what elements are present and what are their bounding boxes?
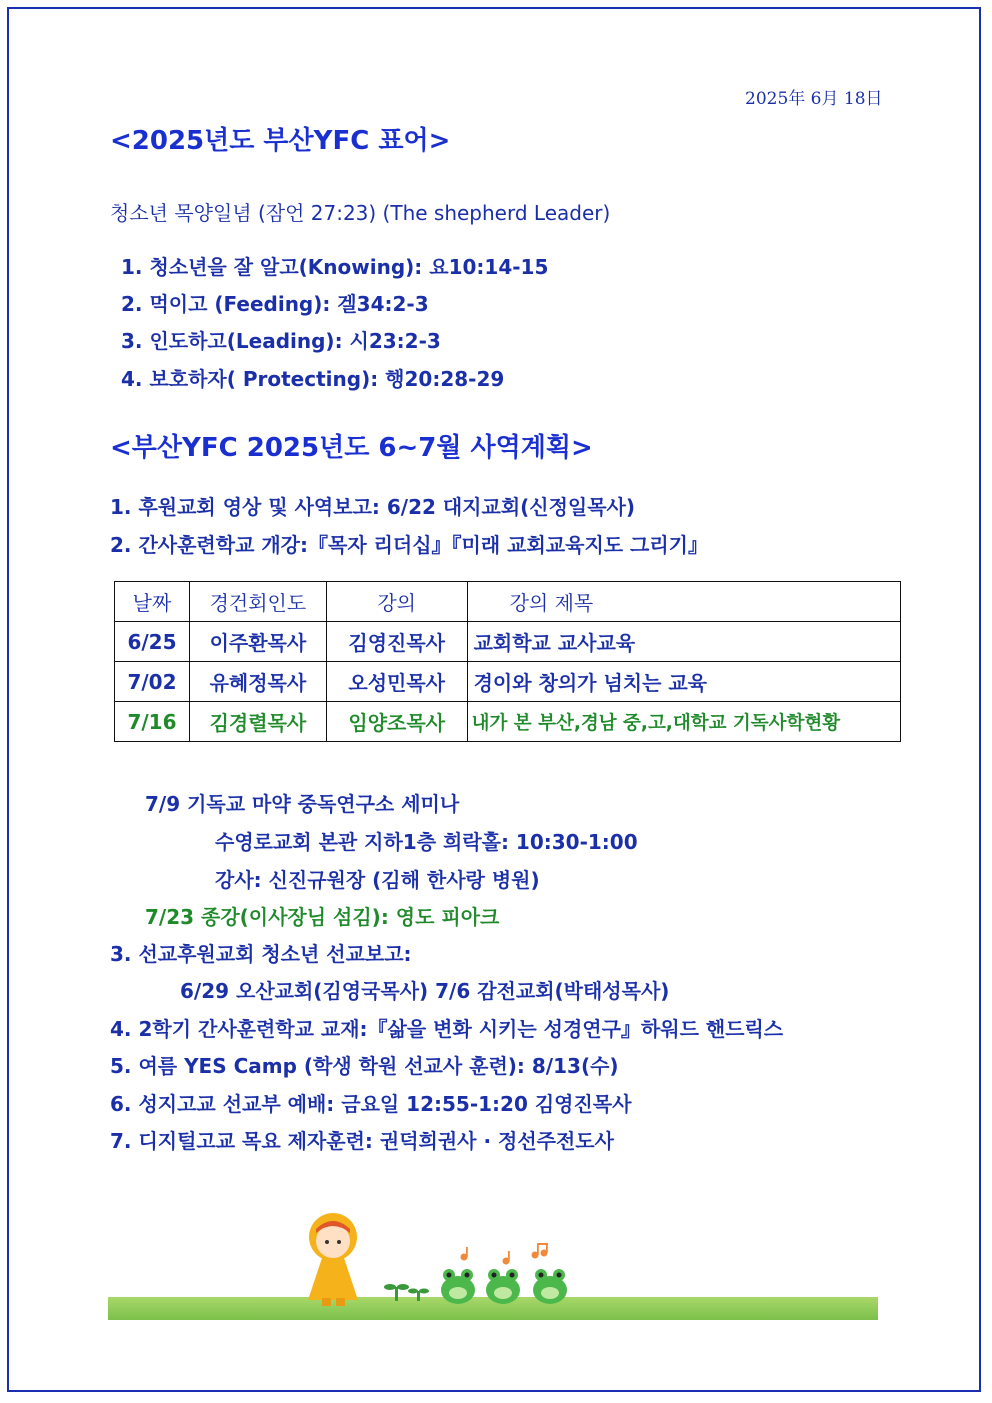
plan-item: 2. 간사훈련학교 개강:『목자 리더십』『미래 교회교육지도 그리기』 (110, 533, 709, 557)
motto-item: 3. 인도하고(Leading): 시23:2-3 (121, 329, 441, 353)
closing-line: 7/23 종강(이사장님 섬김): 영도 피아크 (145, 905, 500, 929)
table-row (115, 622, 901, 662)
table-row (115, 702, 901, 742)
row-title: 경이와 창의가 넘치는 교육 (467, 662, 900, 702)
row-lecturer: 오성민목사 (326, 662, 467, 702)
motto-item: 4. 보호하자( Protecting): 행20:28-29 (121, 367, 505, 391)
plan-item: 6. 성지고교 선교부 예배: 금요일 12:55-1:20 김영진목사 (110, 1092, 632, 1116)
plan-item: 5. 여름 YES Camp (학생 학원 선교사 훈련): 8/13(수) (110, 1054, 619, 1078)
row-date: 7/16 (115, 702, 190, 742)
row-title: 교회학교 교사교육 (467, 622, 900, 662)
row-lecturer: 임양조목사 (326, 702, 467, 742)
row-leader: 김경렬목사 (189, 702, 326, 742)
header-lecture-title: 강의 제목 (467, 582, 900, 622)
motto-item: 2. 먹이고 (Feeding): 겔34:2-3 (121, 292, 429, 316)
row-date: 7/02 (115, 662, 190, 702)
header-worship-leader: 경건회인도 (189, 582, 326, 622)
schedule-table (114, 581, 901, 742)
seminar-line: 7/9 기독교 마약 중독연구소 세미나 (145, 792, 460, 816)
table-row (115, 662, 901, 702)
header-lecture: 강의 (326, 582, 467, 622)
plan-item-detail: 6/29 오산교회(김영국목사) 7/6 감전교회(박태성목사) (180, 979, 670, 1003)
row-date: 6/25 (115, 622, 190, 662)
child-icon (308, 1213, 358, 1306)
table-header-row (115, 582, 901, 622)
row-title: 내가 본 부산,경남 중,고,대학교 기독사학현황 (467, 702, 900, 742)
motto-item: 1. 청소년을 잘 알고(Knowing): 요10:14-15 (121, 255, 549, 279)
row-leader: 이주환목사 (189, 622, 326, 662)
seminar-line: 강사: 신진규원장 (김해 한사랑 병원) (215, 868, 540, 892)
plan-item: 1. 후원교회 영상 및 사역보고: 6/22 대지교회(신정일목사) (110, 495, 636, 519)
document-date: 2025年 6月 18日 (745, 89, 883, 109)
footer-illustration (108, 1205, 880, 1320)
seminar-line: 수영로교회 본관 지하1층 희락홀: 10:30-1:00 (215, 830, 638, 854)
frog-icon (486, 1269, 520, 1304)
frog-icon (441, 1269, 475, 1304)
plan-title: <부산YFC 2025년도 6~7월 사역계획> (110, 433, 593, 463)
music-note-icon (461, 1243, 549, 1265)
plan-item: 3. 선교후원교회 청소년 선교보고: (110, 942, 412, 966)
plan-item: 7. 디지털고교 목요 제자훈련: 권덕희권사 · 정선주전도사 (110, 1129, 614, 1153)
frog-icon (533, 1269, 567, 1304)
motto-subtitle: 청소년 목양일념 (잠언 27:23) (The shepherd Leader) (110, 201, 611, 225)
header-date: 날짜 (115, 582, 190, 622)
row-lecturer: 김영진목사 (326, 622, 467, 662)
row-leader: 유혜정목사 (189, 662, 326, 702)
motto-title: <2025년도 부산YFC 표어> (110, 126, 451, 156)
plan-item: 4. 2학기 간사훈련학교 교재:『삶을 변화 시키는 성경연구』하워드 핸드릭스 (110, 1017, 784, 1041)
